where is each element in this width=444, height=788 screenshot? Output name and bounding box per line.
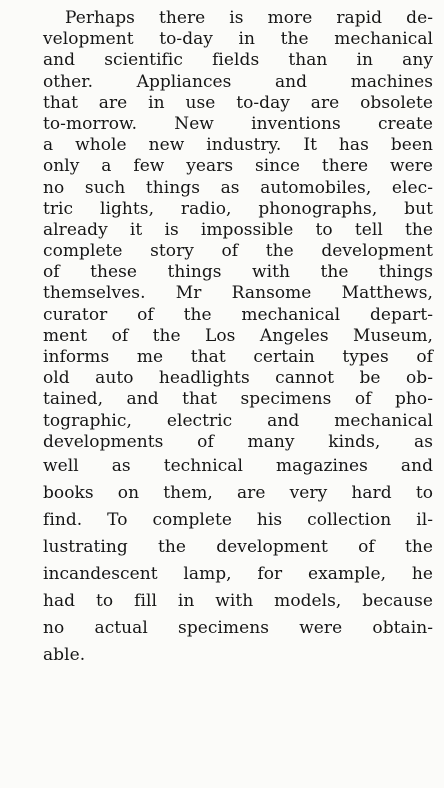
text-line: and scientific fields than in any	[43, 50, 433, 71]
text-line: incandescent lamp, for example, he	[43, 563, 433, 584]
text-line: tographic, electric and mechanical	[43, 410, 433, 431]
text-line: no actual specimens were obtain-	[43, 617, 433, 638]
text-line: developments of many kinds, as	[43, 431, 433, 452]
article-paragraph	[43, 8, 433, 669]
text-line: able.	[43, 644, 86, 665]
text-line: Perhaps there is more rapid de-	[65, 8, 433, 28]
text-line: to-morrow. New inventions create	[43, 113, 433, 134]
text-line: curator of the mechanical depart-	[43, 304, 433, 325]
text-line: tained, and that specimens of pho-	[43, 389, 433, 410]
text-line: of these things with the things	[43, 262, 433, 283]
text-line: tric lights, radio, phonographs, but	[43, 198, 433, 219]
text-line: lustrating the development of the	[43, 536, 433, 557]
text-line: a whole new industry. It has been	[43, 135, 433, 156]
text-line: had to fill in with models, because	[43, 590, 433, 611]
text-line: find. To complete his collection il-	[43, 509, 433, 530]
text-line: that are in use to-day are obsolete	[43, 92, 433, 113]
text-line: only a few years since there were	[43, 156, 433, 177]
text-line: old auto headlights cannot be ob-	[43, 368, 433, 389]
text-line: books on them, are very hard to	[43, 482, 433, 503]
text-line: complete story of the development	[43, 241, 433, 262]
text-line: velopment to-day in the mechanical	[43, 29, 433, 50]
text-line: informs me that certain types of	[43, 347, 433, 367]
text-line: ment of the Los Angeles Museum,	[43, 325, 433, 346]
text-line: other. Appliances and machines	[43, 71, 433, 92]
text-line: well as technical magazines and	[43, 455, 433, 476]
text-line: themselves. Mr Ransome Matthews,	[43, 283, 433, 304]
text-line: no such things as automobiles, elec-	[43, 177, 433, 198]
text-line: already it is impossible to tell the	[43, 219, 433, 240]
